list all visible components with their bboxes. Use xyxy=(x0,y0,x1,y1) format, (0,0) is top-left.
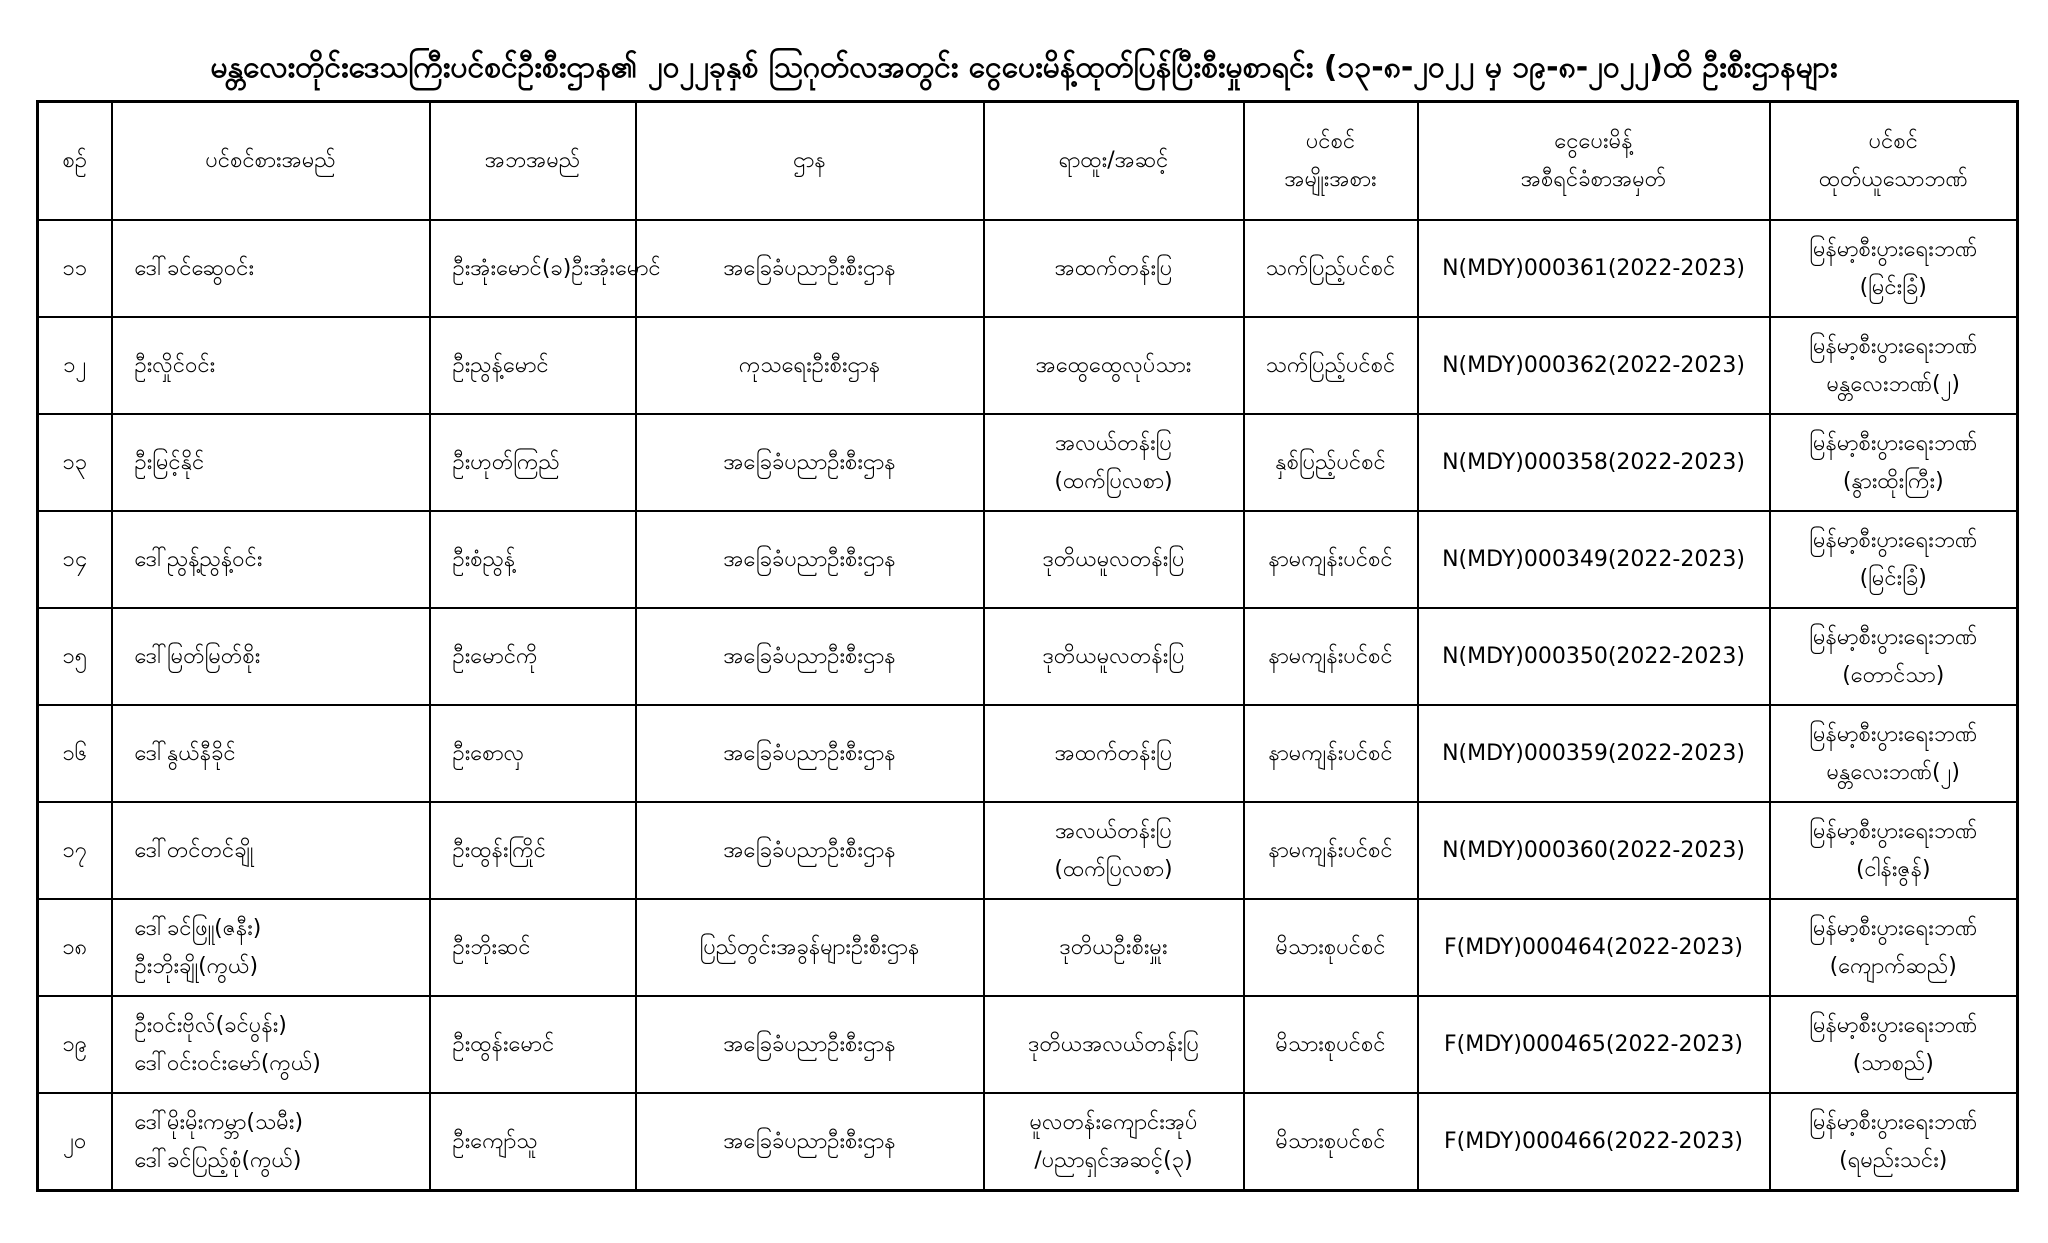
cell-department: အခြေခံပညာဦးစီးဌာန xyxy=(636,1093,984,1191)
cell-position: အထက်တန်းပြ xyxy=(984,705,1244,802)
cell-position: ဒုတိယမူလတန်းပြ xyxy=(984,511,1244,608)
cell-department: အခြေခံပညာဦးစီးဌာန xyxy=(636,414,984,511)
cell-position: မူလတန်းကျောင်းအုပ် /ပညာရှင်အဆင့်(၃) xyxy=(984,1093,1244,1191)
header-position: ရာထူး/အဆင့် xyxy=(984,102,1244,221)
cell-bank: မြန်မာ့စီးပွားရေးဘဏ် (ရမည်းသင်း) xyxy=(1770,1093,2018,1191)
cell-pension-type: မိသားစုပင်စင် xyxy=(1244,996,1418,1093)
cell-department: အခြေခံပညာဦးစီးဌာန xyxy=(636,608,984,705)
cell-pension-type: နှစ်ပြည့်ပင်စင် xyxy=(1244,414,1418,511)
cell-order-number: N(MDY)000361(2022-2023) xyxy=(1418,220,1770,317)
cell-pensioner-name: ဦးဝင်းဗိုလ်(ခင်ပွန်း) ဒေါ်ဝင်းဝင်းမော်(ကွယ်) xyxy=(112,996,430,1093)
cell-department: ပြည်တွင်းအခွန်များဦးစီးဌာန xyxy=(636,899,984,996)
pension-records-table xyxy=(36,100,2019,1192)
cell-order-number: N(MDY)000359(2022-2023) xyxy=(1418,705,1770,802)
cell-pension-type: နာမကျန်းပင်စင် xyxy=(1244,608,1418,705)
cell-pensioner-name: ဒေါ်ခင်ဆွေဝင်း xyxy=(112,220,430,317)
table-body xyxy=(38,220,2018,1191)
cell-bank: မြန်မာ့စီးပွားရေးဘဏ် မန္တလေးဘဏ်(၂) xyxy=(1770,317,2018,414)
table-row xyxy=(38,414,2018,511)
cell-position: အလယ်တန်းပြ (ထက်ပြလစာ) xyxy=(984,802,1244,899)
table-row xyxy=(38,705,2018,802)
cell-pensioner-name: ဒေါ်ညွန့်ညွန့်ဝင်း xyxy=(112,511,430,608)
cell-no: ၁၈ xyxy=(38,899,112,996)
cell-pension-type: နာမကျန်းပင်စင် xyxy=(1244,705,1418,802)
header-father-name: အဘအမည် xyxy=(430,102,636,221)
cell-bank: မြန်မာ့စီးပွားရေးဘဏ် (နွားထိုးကြီး) xyxy=(1770,414,2018,511)
cell-order-number: N(MDY)000350(2022-2023) xyxy=(1418,608,1770,705)
document-title: မန္တလေးတိုင်းဒေသကြီးပင်စင်ဦးစီးဌာန၏ ၂၀၂၂ခုနှစ် ဩဂုတ်လအတွင်း ငွေပေးမိန့်ထုတ်ပြန်ပြီးစီးမှုစာရင်း (၁၃-၈-၂၀၂၂ မှ ၁၉-၈-၂၀၂၂)ထိ ဦးစီးဌာနများ xyxy=(210,50,1838,85)
cell-bank: မြန်မာ့စီးပွားရေးဘဏ် (သာစည်) xyxy=(1770,996,2018,1093)
cell-department: အခြေခံပညာဦးစီးဌာန xyxy=(636,220,984,317)
header-pension-type: ပင်စင် အမျိုးအစား xyxy=(1244,102,1418,221)
cell-bank: မြန်မာ့စီးပွားရေးဘဏ် (တောင်သာ) xyxy=(1770,608,2018,705)
cell-pension-type: နာမကျန်းပင်စင် xyxy=(1244,511,1418,608)
cell-order-number: F(MDY)000465(2022-2023) xyxy=(1418,996,1770,1093)
cell-father-name: ဦးကျော်သူ xyxy=(430,1093,636,1191)
table-row xyxy=(38,511,2018,608)
table-row xyxy=(38,996,2018,1093)
header-order-number: ငွေပေးမိန့် အစီရင်ခံစာအမှတ် xyxy=(1418,102,1770,221)
cell-bank: မြန်မာ့စီးပွားရေးဘဏ် (ငါန်းဇွန်) xyxy=(1770,802,2018,899)
cell-position: အထက်တန်းပြ xyxy=(984,220,1244,317)
table-row xyxy=(38,1093,2018,1191)
cell-position: ဒုတိယမူလတန်းပြ xyxy=(984,608,1244,705)
cell-pension-type: သက်ပြည့်ပင်စင် xyxy=(1244,220,1418,317)
cell-no: ၂၀ xyxy=(38,1093,112,1191)
cell-department: အခြေခံပညာဦးစီးဌာန xyxy=(636,705,984,802)
cell-no: ၁၅ xyxy=(38,608,112,705)
cell-no: ၁၆ xyxy=(38,705,112,802)
cell-order-number: N(MDY)000358(2022-2023) xyxy=(1418,414,1770,511)
cell-position: ဒုတိယအလယ်တန်းပြ xyxy=(984,996,1244,1093)
cell-order-number: N(MDY)000362(2022-2023) xyxy=(1418,317,1770,414)
cell-no: ၁၄ xyxy=(38,511,112,608)
cell-order-number: N(MDY)000360(2022-2023) xyxy=(1418,802,1770,899)
cell-father-name: ဦးစံညွန့် xyxy=(430,511,636,608)
table-row xyxy=(38,220,2018,317)
cell-department: ကုသရေးဦးစီးဌာန xyxy=(636,317,984,414)
cell-position: အလယ်တန်းပြ (ထက်ပြလစာ) xyxy=(984,414,1244,511)
table-row xyxy=(38,608,2018,705)
table-row xyxy=(38,317,2018,414)
cell-pensioner-name: ဒေါ်တင်တင်ချို xyxy=(112,802,430,899)
cell-no: ၁၂ xyxy=(38,317,112,414)
cell-no: ၁၃ xyxy=(38,414,112,511)
cell-pension-type: မိသားစုပင်စင် xyxy=(1244,1093,1418,1191)
cell-bank: မြန်မာ့စီးပွားရေးဘဏ် (မြင်းခြံ) xyxy=(1770,220,2018,317)
cell-pension-type: နာမကျန်းပင်စင် xyxy=(1244,802,1418,899)
cell-department: အခြေခံပညာဦးစီးဌာန xyxy=(636,802,984,899)
cell-bank: မြန်မာ့စီးပွားရေးဘဏ် မန္တလေးဘဏ်(၂) xyxy=(1770,705,2018,802)
cell-pension-type: မိသားစုပင်စင် xyxy=(1244,899,1418,996)
cell-father-name: ဦးမောင်ကို xyxy=(430,608,636,705)
cell-no: ၁၁ xyxy=(38,220,112,317)
table-header-row xyxy=(38,102,2018,221)
header-department: ဌာန xyxy=(636,102,984,221)
cell-father-name: ဦးထွန်းကြိုင် xyxy=(430,802,636,899)
cell-pension-type: သက်ပြည့်ပင်စင် xyxy=(1244,317,1418,414)
cell-father-name: ဦးညွန့်မောင် xyxy=(430,317,636,414)
cell-father-name: ဦးဘိုးဆင် xyxy=(430,899,636,996)
cell-pensioner-name: ဒေါ်ခင်ဖြူ(ဇနီး) ဦးဘိုးချို(ကွယ်) xyxy=(112,899,430,996)
cell-pensioner-name: ဦးလှိုင်ဝင်း xyxy=(112,317,430,414)
cell-pensioner-name: ဦးမြင့်နိုင် xyxy=(112,414,430,511)
table-row xyxy=(38,899,2018,996)
cell-order-number: F(MDY)000466(2022-2023) xyxy=(1418,1093,1770,1191)
header-no: စဉ် xyxy=(38,102,112,221)
cell-bank: မြန်မာ့စီးပွားရေးဘဏ် (မြင်းခြံ) xyxy=(1770,511,2018,608)
header-bank: ပင်စင် ထုတ်ယူသောဘဏ် xyxy=(1770,102,2018,221)
cell-no: ၁၇ xyxy=(38,802,112,899)
cell-father-name: ဦးအုံးမောင်(ခ)ဦးအုံးမောင် xyxy=(430,220,636,317)
cell-pensioner-name: ဒေါ်မိုးမိုးကမ္ဘာ(သမီး) ဒေါ်ခင်ပြည့်စုံ(ကွယ်) xyxy=(112,1093,430,1191)
cell-department: အခြေခံပညာဦးစီးဌာန xyxy=(636,996,984,1093)
cell-father-name: ဦးဟုတ်ကြည် xyxy=(430,414,636,511)
cell-father-name: ဦးထွန်းမောင် xyxy=(430,996,636,1093)
cell-father-name: ဦးစောလှ xyxy=(430,705,636,802)
cell-order-number: F(MDY)000464(2022-2023) xyxy=(1418,899,1770,996)
cell-no: ၁၉ xyxy=(38,996,112,1093)
cell-department: အခြေခံပညာဦးစီးဌာန xyxy=(636,511,984,608)
cell-order-number: N(MDY)000349(2022-2023) xyxy=(1418,511,1770,608)
header-pensioner-name: ပင်စင်စားအမည် xyxy=(112,102,430,221)
table-row xyxy=(38,802,2018,899)
cell-position: အထွေထွေလုပ်သား xyxy=(984,317,1244,414)
cell-pensioner-name: ဒေါ်နွယ်နီခိုင် xyxy=(112,705,430,802)
cell-pensioner-name: ဒေါ်မြတ်မြတ်စိုး xyxy=(112,608,430,705)
cell-bank: မြန်မာ့စီးပွားရေးဘဏ် (ကျောက်ဆည်) xyxy=(1770,899,2018,996)
cell-position: ဒုတိယဦးစီးမှူး xyxy=(984,899,1244,996)
